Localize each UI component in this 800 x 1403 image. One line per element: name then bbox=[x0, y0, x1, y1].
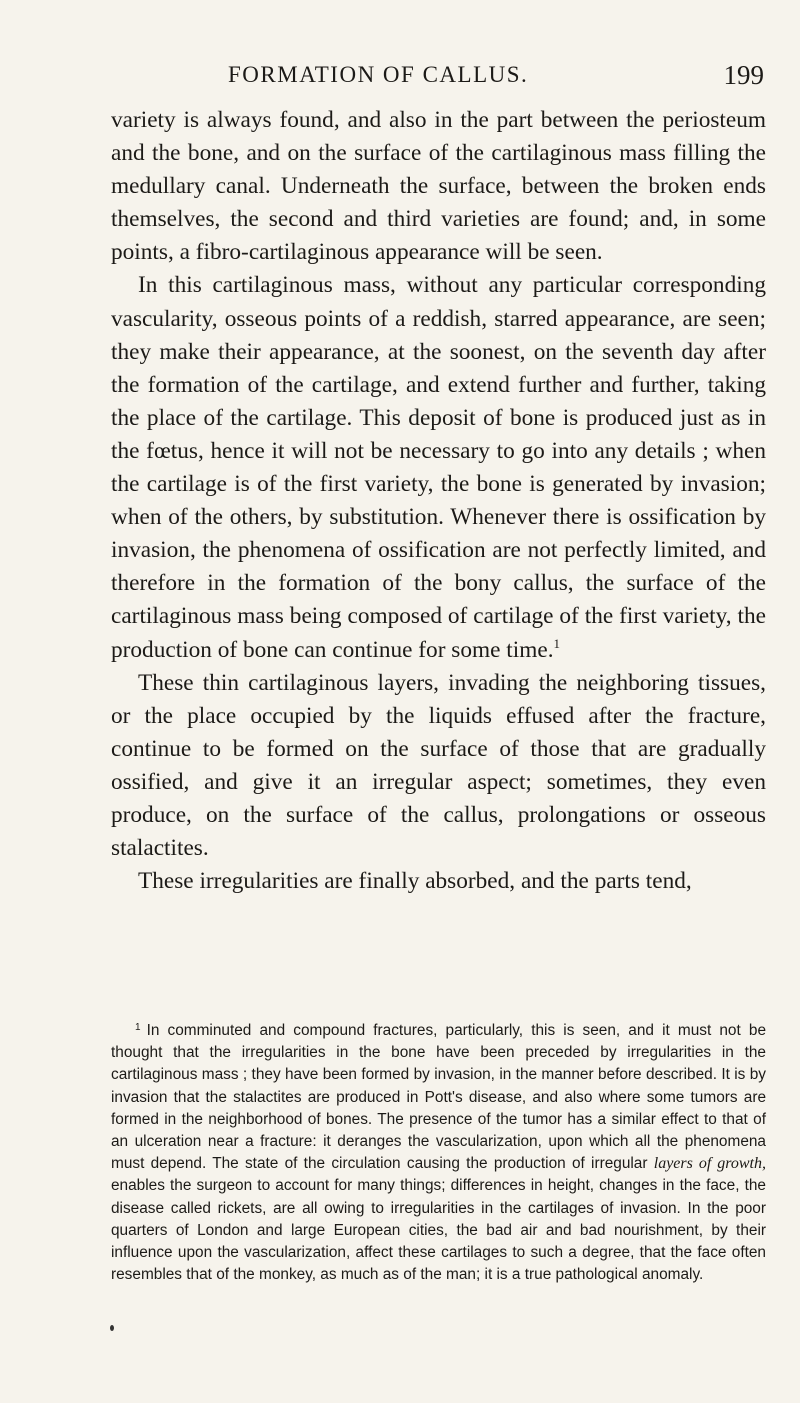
footnote-marker: 1 bbox=[135, 1022, 141, 1033]
paragraph-cartilaginous-layers bbox=[111, 667, 766, 866]
footnote-1 bbox=[111, 1020, 766, 1286]
paragraph-irregularities bbox=[111, 865, 766, 898]
footnote-text-part-1: In comminuted and compound fractures, particularly, this is seen, and it must not be thought that the irregularities in the bone have been preceded by irregularities in the cartilaginous mass ; they have been formed by invasion, in the manner before described. It is by invasion that the stalactites are produced in Pott's disease, and also where some tumors are formed in the neighborhood of bones. The presence of the tumor has a similar effect to that of an ulceration near a fracture: it deranges the vascularization, upon which all the phenomena must depend. The state of the circulation causing the production of irregular bbox=[111, 1022, 766, 1173]
page-number: 199 bbox=[723, 60, 764, 90]
footnote-italic-phrase: layers of growth, bbox=[653, 1155, 766, 1173]
running-head bbox=[108, 62, 768, 98]
footnote-text-part-2: enables the surgeon to account for many things; differences in height, changes in the face, the disease called rickets, are all owing to irregularities in the cartilages of invasion. In the poor quarters of London and large European cities, the bad air and bad nourishment, by their influence upon the vascularization, affect these cartilages to such a degree, that the face often resembles that of the monkey, as much as of the man; it is a true pathological anomaly. bbox=[111, 1177, 766, 1284]
paragraph-1-text: variety is always found, and also in the part between the periosteum and the bone, and on the surface of the cartilaginous mass filling the medullary canal. Underneath the surface, between the broken ends themselves, the second and third varieties are found; and, in some points, a fibro-cartilaginous appearance will be seen. bbox=[111, 107, 766, 266]
ink-speck bbox=[110, 1325, 114, 1331]
footnotes bbox=[111, 1020, 766, 1286]
running-title: FORMATION OF CALLUS. bbox=[228, 62, 529, 87]
paragraph-continued bbox=[111, 104, 766, 269]
body-text bbox=[111, 104, 766, 898]
paragraph-4-text: These irregularities are finally absorbed, and the parts tend, bbox=[138, 868, 692, 895]
footnote-reference[interactable]: 1 bbox=[553, 635, 561, 651]
paragraph-3-text: These thin cartilaginous layers, invading the neighboring tissues, or the place occupied by the liquids effused after the fracture, continue to be formed on the surface of those that are gradually ossified, and give it an irregular aspect; sometimes, they even produce, on the surface of the callus, prolongations or osseous stalactites. bbox=[111, 669, 766, 862]
paragraph-ossification bbox=[111, 269, 766, 666]
paragraph-2-text: In this cartilaginous mass, without any particular corresponding vascularity, osseous points of a reddish, starred appearance, are seen; they make their appearance, at the soonest, on the seventh day after the formation of the cartilage, and extend further and further, taking the place of the cartilage. This deposit of bone is produced just as in the fœtus, hence it will not be necessary to go into any details ; when the cartilage is of the first variety, the bone is generated by invasion; when of the others, by substitution. Whenever there is ossification by invasion, the phenomena of ossification are not perfectly limited, and therefore in the formation of the bony callus, the surface of the cartilaginous mass being composed of cartilage of the first variety, the production of bone can continue for some time. bbox=[111, 272, 766, 663]
